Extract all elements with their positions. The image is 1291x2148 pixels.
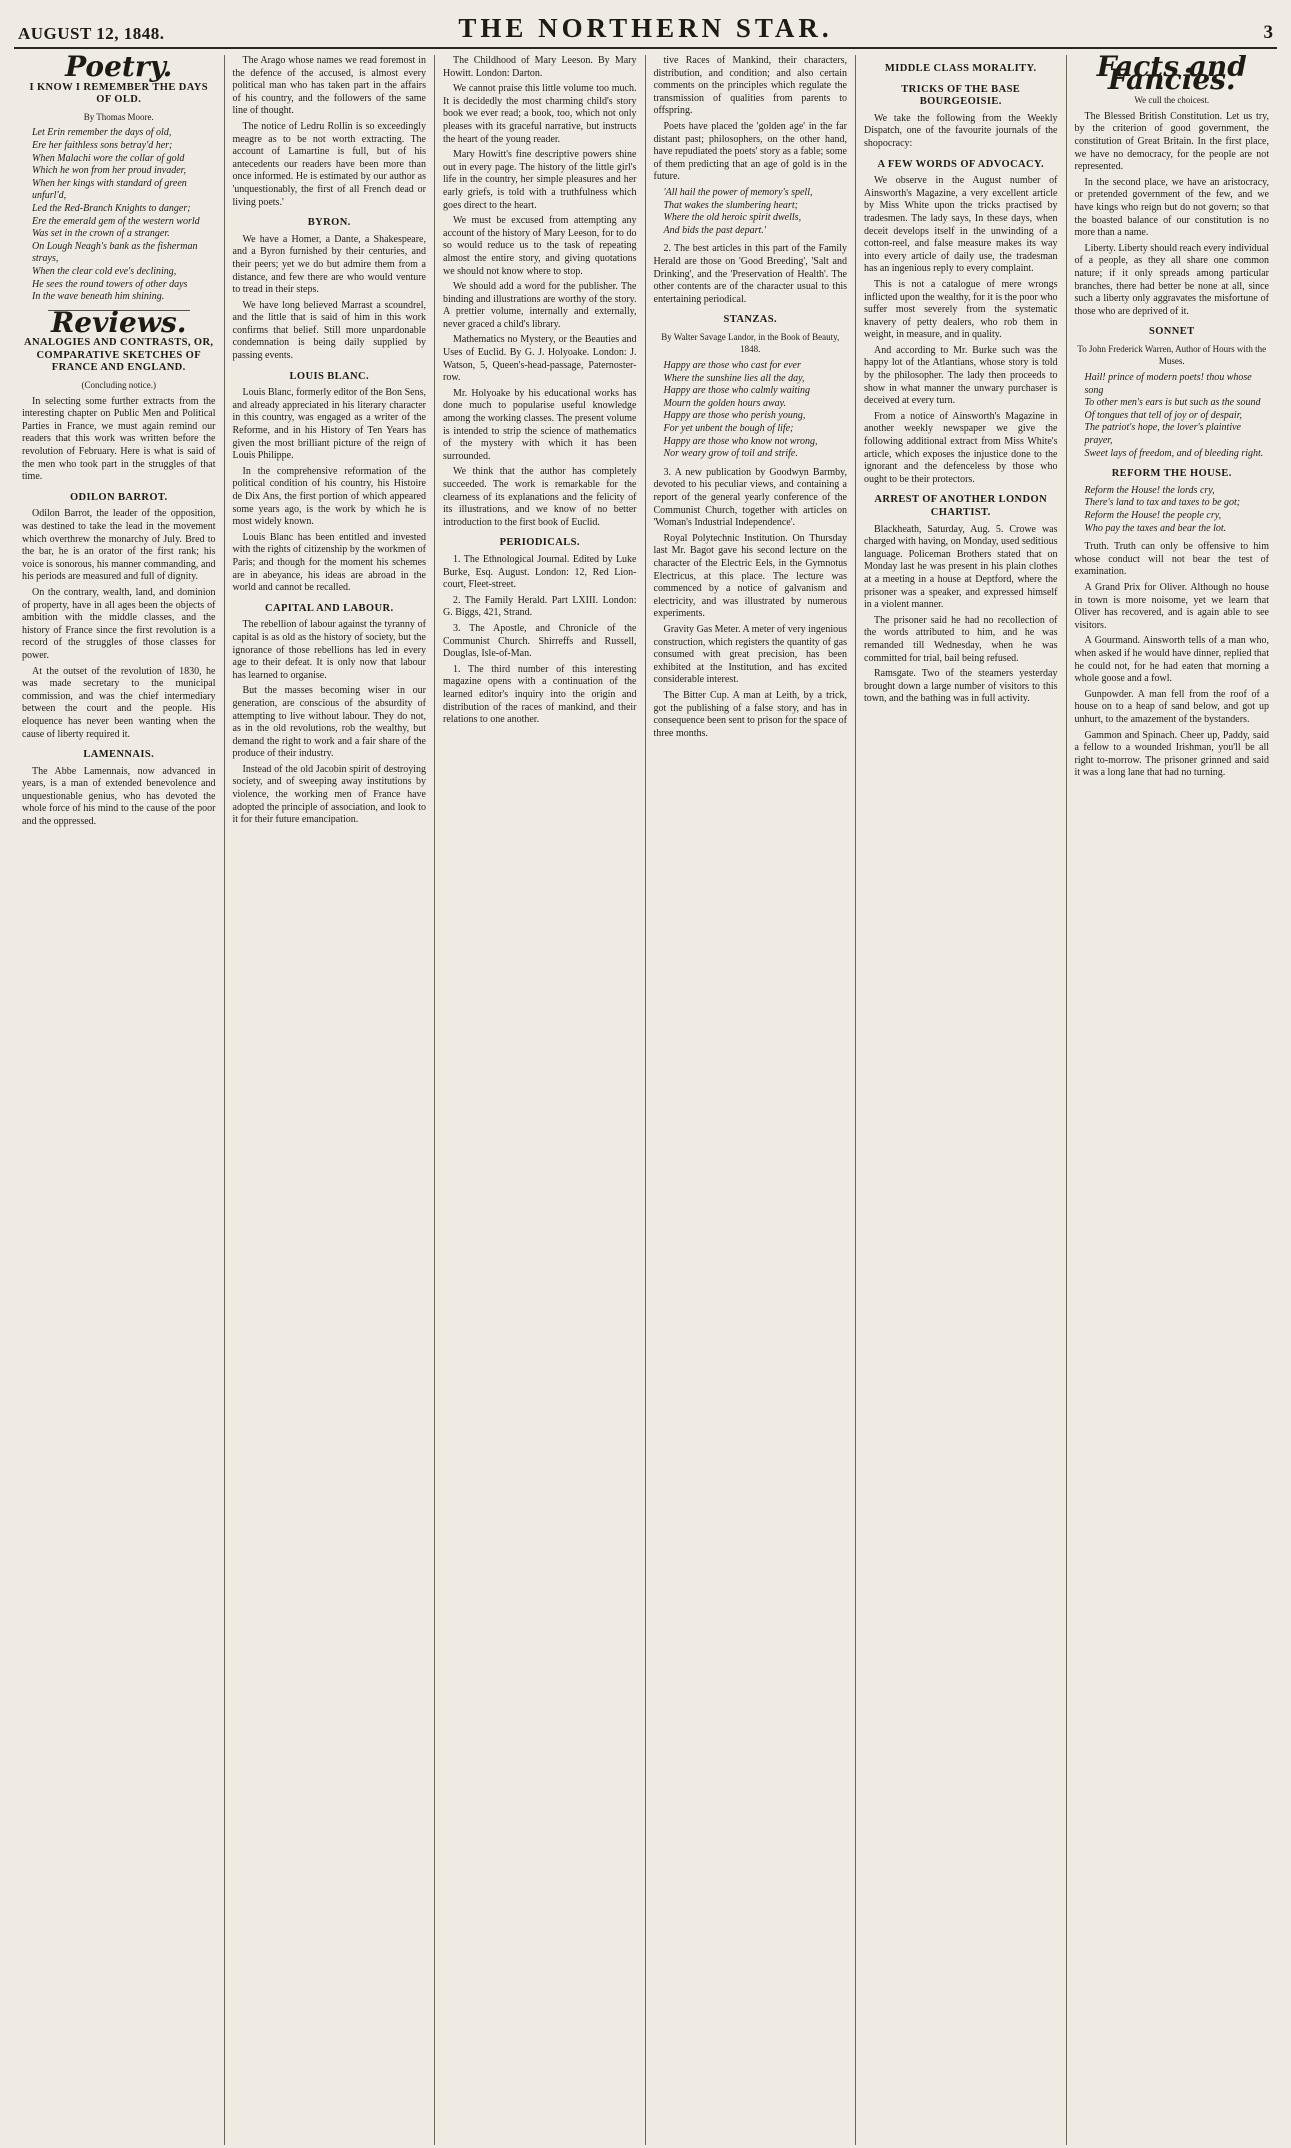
verse-line: Mourn the golden hours away. (663, 397, 786, 409)
article-paragraph: Mary Howitt's fine descriptive powers shine out in every page. The history of the little girl's life in the country, her simple pleasures and her early griefs, is told with a truthfulness which goes direct to the heart. (443, 149, 637, 211)
article-paragraph: Gravity Gas Meter. A meter of very ingenious construction, which registers the quantity of gas consumed with great precision, has been exhibited at the Institution, and has excited considerable interest. (653, 623, 847, 686)
article-paragraph: The notice of Ledru Rollin is so exceedingly meagre as to be not worth extracting. The account of Lamartine is full, but of his antecedents our readers have been more than once informed. He is estimated by our author as 'unquestionably, the first of all French dead or living poets.' (232, 120, 426, 208)
article-paragraph: A Grand Prix for Oliver. Although no house in town is more noisome, yet we learn that Oliver has recovered, and is again able to see visitors. (1074, 581, 1269, 631)
article-paragraph: The Blessed British Constitution. Let us try, by the criterion of good government, the constitution of Great Britain. In the first place, we have no democracy, for the people are not represented. (1074, 110, 1269, 173)
verse-line: Which he won from her proud invader, (32, 165, 186, 177)
article-paragraph: A Gourmand. Ainsworth tells of a man who, when asked if he would have dinner, replied that he could not, for he had eaten that morning a whole goose and a fowl. (1074, 635, 1269, 685)
verse-line: Happy are those who cast for ever (663, 360, 801, 372)
article-paragraph: And according to Mr. Burke such was the happy lot of the Atlantians, whose story is told by the philosopher. The lady then proceeds to show in what manner the unwary purchaser is deceived at every turn. (864, 344, 1058, 407)
newspaper-title: THE NORTHERN STAR. (458, 13, 833, 43)
column-4 (646, 55, 857, 2145)
verse-line: Happy are those who know not wrong, (663, 435, 818, 447)
article-paragraph: In selecting some further extracts from the interesting chapter on Public Men and Political Parties in France, we must again remind our readers that this work was written before the revolution of February. Here is what is said of the men who took part in the struggles of that time. (22, 395, 216, 483)
article-paragraph: The rebellion of labour against the tyranny of capital is as old as the history of society, but the ignorance of those rebellions has led in every age to their defeat. It is only now that labour has learned to organise. (232, 619, 426, 681)
verse-line: For yet unbent the bough of life; (663, 423, 794, 435)
article-paragraph: tive Races of Mankind, their characters, distribution, and condition; and also certain comments on the principles which regulate the transmission of qualities from parents to offspring. (653, 55, 847, 117)
article-paragraph: In the comprehensive reformation of the political condition of his country, his Histoire de Dix Ans, the first portion of which appeared some years ago, is the work by which he is most widely known. (232, 465, 426, 528)
article-paragraph: The Childhood of Mary Leeson. By Mary Howitt. London: Darton. (443, 55, 637, 79)
article-heading: A FEW WORDS OF ADVOCACY. (877, 158, 1045, 170)
article-heading: TRICKS OF THE BASE BOURGEOISIE. (901, 83, 1021, 108)
text-columns (14, 55, 1277, 2145)
section-heading: Reviews. (51, 305, 187, 339)
verse-line: He sees the round towers of other days (32, 278, 188, 290)
verse-line: Of tongues that tell of joy or of despair, (1084, 409, 1242, 421)
poem-verse (664, 360, 848, 461)
article-subheading: By Walter Savage Landor, in the Book of Beauty, 1848. (661, 331, 840, 355)
section-heading: Poetry. (65, 55, 173, 83)
article-paragraph: From a notice of Ainsworth's Magazine in another weekly newspaper we give the following additional extract from Miss White's article, which exposes the injustice done to the ignorant and the defenceless by those who ought to be their protectors. (864, 410, 1058, 485)
article-paragraph: Instead of the old Jacobin spirit of destroying society, and of sweeping away institutions by violence, the working men of France have adopted the principle of association, and look to it for their future emancipation. (232, 763, 426, 826)
verse-line: Who pay the taxes and bear the lot. (1084, 522, 1227, 534)
article-paragraph: 2. The best articles in this part of the Family Herald are those on 'Good Breeding', 'Salt and Drinking', and the 'Preservation of Health'. The other contents are of the character usual to this entertaining periodical. (653, 243, 847, 305)
verse-line: Where the sunshine lies all the day, (663, 372, 805, 384)
article-paragraph: But the masses becoming wiser in our generation, are conscious of the absurdity of attempting to live without labour. They do not, as in the old revolutions, rob the wealthy, but demand the right to work and a fair share of the produce of their industry. (232, 685, 426, 760)
article-paragraph: Mr. Holyoake by his educational works has done much to popularise useful knowledge among the working classes. The present volume is intended to strip the science of mathematics of the mystery with which it has been surrounded. (443, 387, 637, 462)
verse-line: Reform the House! the people cry, (1084, 510, 1222, 521)
article-paragraph: We should add a word for the publisher. The binding and illustrations are worthy of the story. A prettier volume, internally and externally, never graced a child's library. (443, 281, 637, 330)
article-paragraph: 3. The Apostle, and Chronicle of the Communist Church. Shirreffs and Russell, Douglas, Isle-of-Man. (443, 622, 637, 660)
verse-line: Ere her faithless sons betray'd her; (32, 139, 173, 151)
article-heading: MIDDLE CLASS MORALITY. (884, 63, 1037, 74)
article-paragraph: We observe in the August number of Ainsworth's Magazine, a very excellent article by Miss White upon the tricks practised by tradesmen. The lady says, In these days, when deceit develops itself in the unwinding of a cotton-reel, and false measure makes its way into every article of daily use, the tradesman has an ingenious reply to every complaint. (864, 175, 1058, 275)
section-heading: Facts and Fancies. (1096, 55, 1247, 96)
article-subheading: To John Frederick Warren, Author of Hours with the Muses. (1077, 343, 1267, 367)
column-6 (1067, 55, 1278, 2145)
verse-line: When her kings with standard of green unfurl'd, (32, 177, 187, 202)
poem-verse (664, 187, 848, 237)
article-paragraph: Blackheath, Saturday, Aug. 5. Crowe was charged with having, on Monday, used seditious language. Policeman Brothers stated that on Monday last he was present in his plain clothes at a meeting in a house at Deptford, where the prisoner was a speaker, and expressed himself in a violent manner. (864, 523, 1058, 611)
article-heading: I KNOW I REMEMBER THE DAYS OF OLD. (29, 81, 209, 106)
article-paragraph: In the second place, we have an aristocracy, or pretended government of the few, and we have kings who reign but do not govern; so that the boasted balance of our constitution is no more than a name. (1074, 176, 1269, 239)
article-heading: STANZAS. (723, 314, 777, 326)
article-paragraph: 1. The Ethnological Journal. Edited by Luke Burke, Esq. August. London: 12, Red Lion-court, Fleet-street. (443, 553, 637, 591)
article-paragraph: Poets have placed the 'golden age' in the far distant past; philosophers, on the other hand, have repudiated the poets' story as a fable; some of them predicting that an age of gold is in the future. (653, 120, 847, 183)
verse-line: Led the Red-Branch Knights to danger; (32, 202, 191, 214)
verse-line: Let Erin remember the days of old, (32, 127, 172, 139)
verse-line: And bids the past depart.' (663, 224, 766, 236)
article-subheading: We cull the choicest. (1134, 95, 1210, 106)
article-paragraph: 3. A new publication by Goodwyn Barmby, devoted to his peculiar views, and containing a report of the general yearly conference of the Communist Church, together with articles on 'Woman's Industrial Independence'. (653, 466, 847, 529)
poem-verse (32, 127, 216, 303)
column-1 (14, 55, 225, 2145)
article-paragraph: We must be excused from attempting any account of the history of Mary Leeson, for to do so would reduce us to the task of repeating almost the entire story, and giving quotations we should not know where to stop. (443, 215, 637, 277)
article-paragraph: 2. The Family Herald. Part LXIII. London: G. Biggs, 421, Strand. (443, 594, 637, 619)
poem-verse (1085, 485, 1270, 535)
article-paragraph: The Bitter Cup. A man at Leith, by a trick, got the publishing of a false story, and has in consequence been sent to prison for the space of three months. (653, 689, 847, 739)
article-paragraph: This is not a catalogue of mere wrongs inflicted upon the wealthy, for it is the poor who suffer most severely from the systematic knavery of petty dealers, who rob them in weight, in measure, and in quality. (864, 278, 1058, 341)
article-heading: BYRON. (307, 217, 351, 229)
verse-line: Where the old heroic spirit dwells, (663, 212, 802, 224)
article-paragraph: Gammon and Spinach. Cheer up, Paddy, said a fellow to a wounded Irishman, you'll be all right to-morrow. The prisoner grinned and said it was a long lane that had no turning. (1074, 729, 1269, 779)
article-heading: ODILON BARROT. (69, 491, 168, 503)
verse-line: Ere the emerald gem of the western world (32, 215, 200, 227)
verse-line: Was set in the crown of a stranger. (32, 228, 170, 240)
verse-line: That wakes the slumbering heart; (663, 199, 798, 211)
article-paragraph: Liberty. Liberty should reach every individual of a people, as they all share one common nature; if it only spreads among particular branches, there had better be none at all, since such a liberty only aggravates the misfortune of those who are deprived of it. (1074, 242, 1269, 317)
article-heading: ANALOGIES AND CONTRASTS, OR, COMPARATIVE SKETCHES OF FRANCE AND ENGLAND. (24, 337, 214, 374)
verse-line: Hail! prince of modern poets! thou whose song (1084, 372, 1252, 396)
article-paragraph: Mathematics no Mystery, or the Beauties and Uses of Euclid. By G. J. Holyoake. London: J. Watson, 5, Queen's-head-passage, Paternoster-row. (443, 334, 637, 384)
article-paragraph: Louis Blanc, formerly editor of the Bon Sens, and already appreciated in his literary character in this country, was engaged as a writer of the Reforme, and in his History of Ten Years has given the most brilliant picture of the reign of Louis Philippe. (232, 387, 426, 462)
article-subheading: (Concluding notice.) (81, 380, 156, 391)
issue-date: AUGUST 12, 1848. (18, 24, 165, 43)
article-heading: REFORM THE HOUSE. (1111, 468, 1232, 480)
article-heading: LAMENNAIS. (83, 749, 155, 761)
verse-line: In the wave beneath him shining. (32, 291, 165, 303)
article-paragraph: The prisoner said he had no recollection of the words attributed to him, and he was remanded till Wednesday, when he was committed for trial, bail being refused. (864, 614, 1058, 664)
article-paragraph: We have long believed Marrast a scoundrel, and the little that is said of him in this work confirms that belief. Still more unpardonable condemnation is being daily supplied by passing events. (232, 299, 426, 362)
article-paragraph: Louis Blanc has been entitled and invested with the rights of citizenship by the workmen of Paris; and though for the moment his schemes are in abeyance, his ideas are abroad in the world and cannot be recalled. (232, 531, 426, 594)
article-paragraph: Gunpowder. A man fell from the roof of a house on to a heap of sand below, and got up unhurt, to the amazement of the bystanders. (1074, 688, 1269, 725)
article-paragraph: Odilon Barrot, the leader of the opposition, was destined to take the lead in the movement which overthrew the monarchy of July. Bred to the bar, he is an orator of the first rank; his voice is sonorous, his manner commanding, and his periods are measured and full of dignity. (22, 508, 216, 583)
article-paragraph: At the outset of the revolution of 1830, he was made secretary to the municipal commission, and was the chief intermediary between the court and the people. His eloquence has never been wanting when the cause of liberty required it. (22, 665, 216, 740)
article-paragraph: We take the following from the Weekly Dispatch, one of the favourite journals of the shopocracy: (864, 112, 1058, 149)
column-2 (225, 55, 436, 2145)
article-paragraph: Truth. Truth can only be offensive to him whose conduct will not bear the test of examination. (1074, 541, 1269, 578)
article-heading: SONNET (1148, 326, 1195, 338)
verse-line: Reform the House! the lords cry, (1084, 484, 1215, 496)
article-paragraph: 1. The third number of this interesting magazine opens with a continuation of the learned editor's inquiry into the origin and distribution of the races of mankind, and their relations to one another. (443, 663, 637, 726)
poem-verse (1085, 372, 1270, 460)
article-paragraph: The Arago whose names we read foremost in the defence of the accused, is almost every political man who has taken part in the affairs of his country, and the followers of the same line of thought. (232, 55, 426, 117)
verse-line: Sweet lays of freedom, and of bleeding right. (1084, 447, 1264, 459)
article-paragraph: Ramsgate. Two of the steamers yesterday brought down a large number of visitors to this town, and the bathing was in full activity. (864, 668, 1058, 705)
verse-line: There's land to tax and taxes to be got; (1084, 497, 1241, 509)
article-paragraph: Royal Polytechnic Institution. On Thursday last Mr. Bagot gave his second lecture on the character of the Electric Eels, in the Gymnotus Electricus, at this place. The lecture was commenced by a notice of galvanism and electricity, and was illustrated by numerous experiments. (653, 532, 847, 620)
masthead (14, 8, 1277, 49)
article-paragraph: We think that the author has completely succeeded. The work is remarkable for the clearness of its explanations and the felicity of its illustrations, and we know of no better introduction to the first book of Euclid. (443, 466, 637, 528)
article-paragraph: On the contrary, wealth, land, and dominion of property, have in all ages been the objects of ambition with the middle classes, and the history of France since the first revolution is a record of the struggles of those classes for power. (22, 586, 216, 661)
article-heading: CAPITAL AND LABOUR. (265, 602, 394, 614)
article-heading: PERIODICALS. (499, 537, 580, 549)
column-3 (435, 55, 646, 2145)
article-paragraph: We cannot praise this little volume too much. It is decidedly the most charming child's story book we ever read; a book, too, which not only pleases with its graceful narrative, but instructs the heart of the young reader. (443, 83, 637, 145)
verse-line: The patriot's hope, the lover's plaintive prayer, (1084, 422, 1241, 447)
article-heading: LOUIS BLANC. (289, 370, 369, 382)
verse-line: On Lough Neagh's bank as the fisherman strays, (32, 240, 198, 265)
article-paragraph: We have a Homer, a Dante, a Shakespeare, and a Byron furnished by their centuries, and their peers; yet we do but admire them from a distance, and few there are who would venture to tread in their steps. (232, 233, 426, 296)
column-5 (856, 55, 1067, 2145)
article-heading: ARREST OF ANOTHER LONDON CHARTIST. (874, 494, 1048, 518)
verse-line: 'All hail the power of memory's spell, (663, 186, 813, 198)
article-subheading: By Thomas Moore. (83, 111, 154, 122)
verse-line: To other men's ears is but such as the sound (1084, 397, 1261, 409)
verse-line: Nor weary grow of toil and strife. (663, 448, 798, 460)
verse-line: When the clear cold eve's declining, (32, 265, 177, 277)
verse-line: Happy are those who perish young, (663, 410, 806, 422)
verse-line: When Malachi wore the collar of gold (32, 152, 185, 164)
article-paragraph: The Abbe Lamennais, now advanced in years, is a man of extended benevolence and unquestionable genius, who has devoted the whole force of his mind to the cause of the poor and the oppressed. (22, 765, 216, 828)
page-number: 3 (1263, 22, 1273, 43)
verse-line: Happy are those who calmly waiting (663, 385, 811, 397)
